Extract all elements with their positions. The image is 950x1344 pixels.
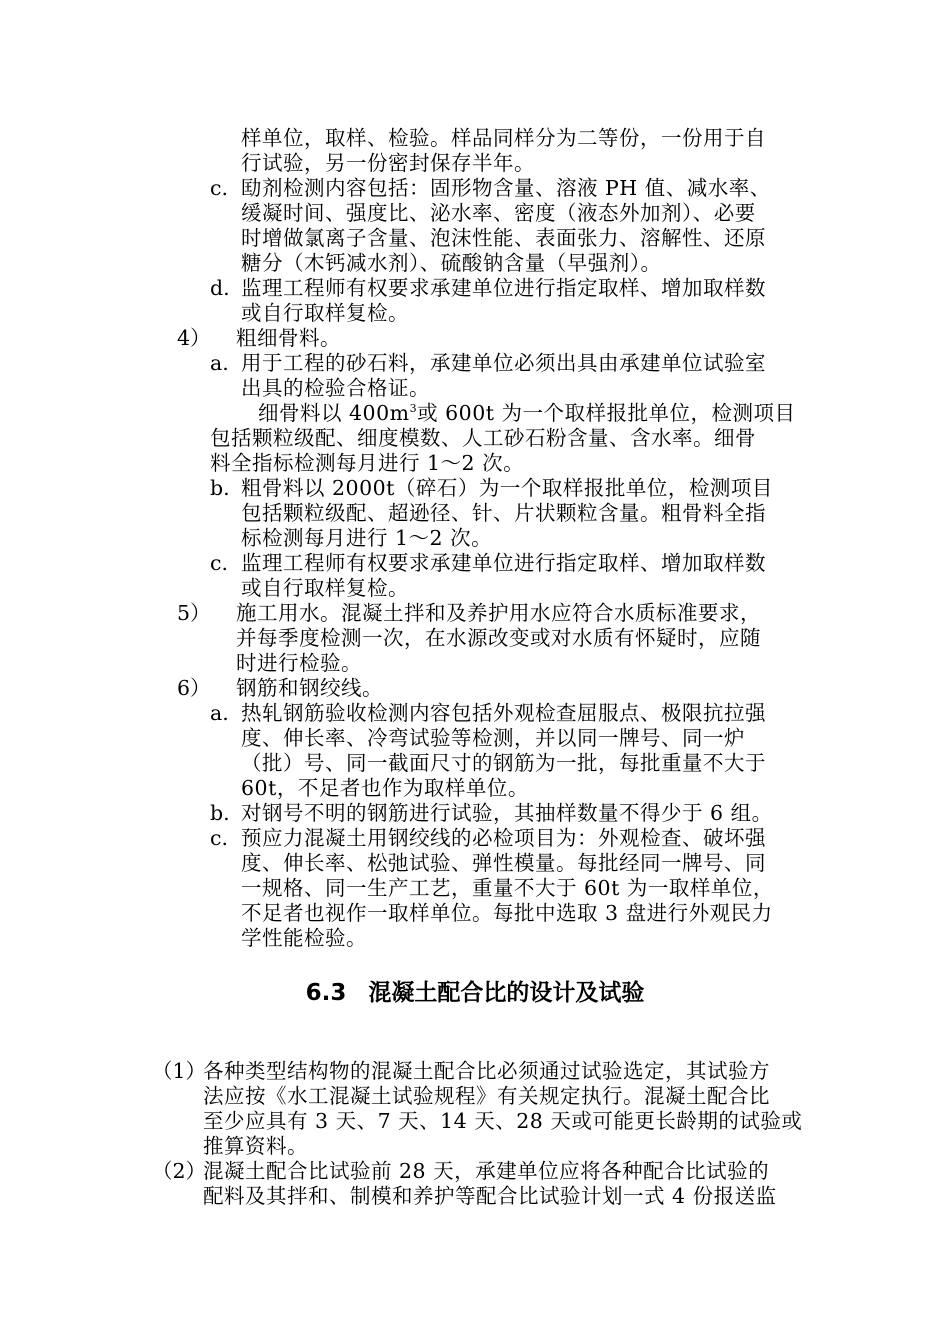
- section-number: 6.3: [305, 980, 347, 1006]
- text-line: （批）号、同一截面尺寸的钢筋为一批，每批重量不大于: [241, 751, 766, 775]
- text-line: 热轧钢筋验收检测内容包括外观检查屈服点、极限抗拉强: [241, 701, 766, 725]
- text-line: 糖分（木钙减水剂）、硫酸钠含量（早强剂）。: [241, 251, 662, 275]
- text-line: 监理工程师有权要求承建单位进行指定取样、增加取样数: [241, 551, 766, 575]
- text-line: 样单位，取样、检验。样品同样分为二等份，一份用于自: [241, 126, 766, 150]
- text-line: 度、伸长率、冷弯试验等检测，并以同一牌号、同一炉: [241, 726, 745, 750]
- mix-item-2: [203, 1159, 777, 1209]
- list-marker: c.: [210, 551, 228, 575]
- text-line: 标检测每月进行 1～2 次。: [241, 526, 493, 550]
- water-paragraph: [236, 601, 761, 676]
- superscript: 3: [409, 402, 418, 416]
- text-line: 包括颗粒级配、细度模数、人工砂石粉含量、含水率。细骨: [210, 426, 756, 450]
- intro-paragraph: [241, 126, 766, 176]
- text-line: 推算资料。: [203, 1134, 308, 1158]
- list-marker: a.: [210, 351, 229, 375]
- text-line: 不足者也视作一取样单位。每批中选取 3 盘进行外观民力: [241, 901, 773, 925]
- text-line: 缓凝时间、强度比、泌水率、密度（液态外加剂）、必要: [241, 201, 756, 225]
- fine-aggregate-paragraph: [210, 401, 796, 476]
- text-line: 并每季度检测一次，在水源改变或对水质有怀疑时，应随: [236, 626, 761, 650]
- aggregate-item-a: [241, 351, 766, 401]
- section-marker: 4）: [177, 326, 211, 350]
- section-marker: 5）: [177, 601, 211, 625]
- admixture-item-c: [241, 176, 771, 276]
- text-line: 时增做氯离子含量、泡沫性能、表面张力、溶解性、还原: [241, 226, 766, 250]
- aggregate-item-b: [241, 476, 773, 551]
- text-line: 粗细骨料。: [236, 326, 341, 350]
- text-line: 料全指标检测每月进行 1～2 次。: [210, 451, 525, 475]
- aggregate-title: [236, 326, 341, 351]
- section-title: 混凝土配合比的设计及试验: [368, 980, 645, 1006]
- text-line: 施工用水。混凝土拌和及养护用水应符合水质标准要求，: [236, 601, 761, 625]
- text-line: 监理工程师有权要求承建单位进行指定取样、增加取样数: [241, 276, 766, 300]
- text-line: 一规格、同一生产工艺，重量不大于 60t 为一取样单位，: [241, 876, 774, 900]
- list-marker: b.: [210, 476, 230, 500]
- text-line: 或自行取样复检。: [241, 576, 409, 600]
- item-marker: （1）: [152, 1059, 207, 1083]
- aggregate-item-c: [241, 551, 766, 601]
- list-marker: c.: [210, 826, 228, 850]
- text-line: 用于工程的砂石料，承建单位必须出具由承建单位试验室: [241, 351, 766, 375]
- list-marker: b.: [210, 801, 230, 825]
- text-fragment: 细骨料以 400m: [258, 401, 410, 425]
- text-line: 法应按《水工混凝土试验规程》有关规定执行。混凝土配合比: [203, 1084, 770, 1108]
- steel-title: [236, 676, 383, 701]
- text-line: 预应力混凝土用钢绞线的必检项目为：外观检查、破坏强: [241, 826, 766, 850]
- list-marker: c.: [210, 176, 228, 200]
- text-line: 或自行取样复检。: [241, 301, 409, 325]
- text-line: 各种类型结构物的混凝土配合比必须通过试验选定，其试验方: [203, 1059, 770, 1083]
- text-line: 至少应具有 3 天、7 天、14 天、28 天或可能更长龄期的试验或: [203, 1109, 803, 1133]
- steel-item-b: [241, 801, 773, 826]
- text-fragment: 或 600t 为一个取样报批单位，检测项目: [417, 401, 796, 425]
- text-line: 粗骨料以 2000t（碎石）为一个取样报批单位，检测项目: [241, 476, 773, 500]
- section-marker: 6）: [177, 676, 211, 700]
- text-line: 钢筋和钢绞线。: [236, 676, 383, 700]
- steel-item-a: [241, 701, 766, 801]
- list-marker: d.: [210, 276, 230, 300]
- text-line: 时进行检验。: [236, 651, 362, 675]
- text-line: 出具的检验合格证。: [241, 376, 430, 400]
- text-line: [210, 401, 796, 426]
- admixture-item-d: [241, 276, 766, 326]
- item-marker: （2）: [152, 1159, 207, 1183]
- text-line: 混凝土配合比试验前 28 天，承建单位应将各种配合比试验的: [203, 1159, 770, 1183]
- text-line: 包括颗粒级配、超逊径、针、片状颗粒含量。粗骨料全指: [241, 501, 766, 525]
- text-line: 对钢号不明的钢筋进行试验，其抽样数量不得少于 6 组。: [241, 801, 773, 825]
- text-line: 度、伸长率、松弛试验、弹性模量。每批经同一牌号、同: [241, 851, 766, 875]
- text-line: 行试验，另一份密封保存半年。: [241, 151, 535, 175]
- text-line: 60t，不足者也作为取样单位。: [241, 776, 529, 800]
- text-line: 学性能检验。: [241, 926, 367, 950]
- steel-item-c: [241, 826, 774, 951]
- list-marker: a.: [210, 701, 229, 725]
- section-heading: [0, 978, 950, 1008]
- text-line: 配料及其拌和、制模和养护等配合比试验计划一式 4 份报送监: [203, 1184, 777, 1208]
- text-line: 劻剂检测内容包括：固形物含量、溶液 PH 值、减水率、: [241, 176, 771, 200]
- mix-item-1: [203, 1059, 802, 1159]
